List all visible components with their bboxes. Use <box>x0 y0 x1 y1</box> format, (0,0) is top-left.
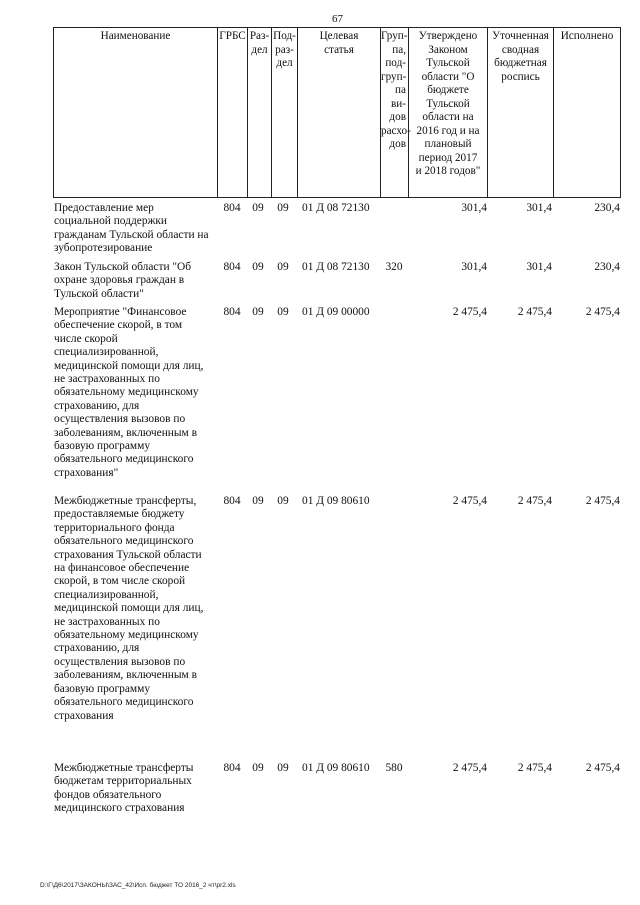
row-grbs: 804 <box>223 495 241 507</box>
row-grbs: 804 <box>223 261 241 273</box>
row-razdel: 09 <box>252 306 264 318</box>
row-utochnennaya: 2 475,4 <box>517 495 552 507</box>
row-utverzhdeno: 301,4 <box>461 261 487 273</box>
row-utverzhdeno: 2 475,4 <box>452 495 487 507</box>
header-gruppa: Груп- па, под- груп- па ви- дов расхо- дов <box>380 27 408 198</box>
row-grbs: 804 <box>223 202 241 214</box>
row-ispolneno: 2 475,4 <box>585 306 620 318</box>
row-ispolneno: 2 475,4 <box>585 762 620 774</box>
row-utverzhdeno: 2 475,4 <box>452 762 487 774</box>
row-utochnennaya: 301,4 <box>526 261 552 273</box>
header-razdel: Раз- дел <box>247 27 271 198</box>
row-utochnennaya: 2 475,4 <box>517 762 552 774</box>
row-gruppa: 580 <box>385 762 403 774</box>
row-podrazdel: 09 <box>277 261 289 273</box>
row-celevaya: 01 Д 08 72130 <box>302 261 370 273</box>
row-name: Межбюджетные трансферты бюджетам территориальных фондов обязательного медицинского страхования <box>54 762 194 815</box>
row-podrazdel: 09 <box>277 202 289 214</box>
row-gruppa: 320 <box>385 261 403 273</box>
row-name: Межбюджетные трансферты, предоставляемые бюджету территориального фонда обязательного медицинского страхования Тульской области на финансовое обеспечение скорой, в том числе скорой специализированной, медицинской помощи для лиц, не застрахованных по обязательному медицинскому страхованию, для осуществления вызовов по заболеваниям, включенным в базовую программу обязательного медицинского страхования <box>54 495 204 722</box>
page-number: 67 <box>332 13 343 25</box>
row-grbs: 804 <box>223 306 241 318</box>
row-ispolneno: 230,4 <box>594 202 620 214</box>
row-celevaya: 01 Д 09 80610 <box>302 495 370 507</box>
row-name: Мероприятие "Финансовое обеспечение скорой, в том числе скорой специализированной, медицинской помощи для лиц, не застрахованных по обязательному медицинскому страхованию, для осуществления вызовов по заболеваниям, включенным в базовую программу обязательного медицинского страхования" <box>54 306 204 479</box>
header-podrazdel: Под- раз- дел <box>271 27 297 198</box>
row-utverzhdeno: 2 475,4 <box>452 306 487 318</box>
header-utochnennaya: Уточненная сводная бюджетная роспись <box>487 27 553 198</box>
row-razdel: 09 <box>252 762 264 774</box>
row-utverzhdeno: 301,4 <box>461 202 487 214</box>
header-utverzhdeno: Утверждено Законом Тульской области "О бюджете Тульской области на 2016 год и на плановый период 2017 и 2018 годов" <box>408 27 487 198</box>
row-ispolneno: 2 475,4 <box>585 495 620 507</box>
row-podrazdel: 09 <box>277 306 289 318</box>
row-podrazdel: 09 <box>277 495 289 507</box>
row-ispolneno: 230,4 <box>594 261 620 273</box>
row-grbs: 804 <box>223 762 241 774</box>
row-celevaya: 01 Д 09 80610 <box>302 762 370 774</box>
row-name: Предоставление мер социальной поддержки гражданам Тульской области на зубопротезирование <box>54 202 209 255</box>
row-razdel: 09 <box>252 202 264 214</box>
header-name: Наименование <box>53 27 217 198</box>
row-razdel: 09 <box>252 495 264 507</box>
header-celevaya: Целевая статья <box>297 27 380 198</box>
row-utochnennaya: 301,4 <box>526 202 552 214</box>
header-grbs: ГРБС <box>217 27 247 198</box>
row-celevaya: 01 Д 08 72130 <box>302 202 370 214</box>
row-razdel: 09 <box>252 261 264 273</box>
footer-file-path: D:\Г\Д6\2017\ЗАКОНЫ\ЗАС_42\Исп. бюджет ТО 2016_2 чт\pr2.xls <box>40 882 236 889</box>
row-podrazdel: 09 <box>277 762 289 774</box>
row-name: Закон Тульской области "Об охране здоровья граждан в Тульской области" <box>54 261 192 300</box>
header-ispolneno: Исполнено <box>553 27 621 198</box>
row-celevaya: 01 Д 09 00000 <box>302 306 370 318</box>
row-utochnennaya: 2 475,4 <box>517 306 552 318</box>
